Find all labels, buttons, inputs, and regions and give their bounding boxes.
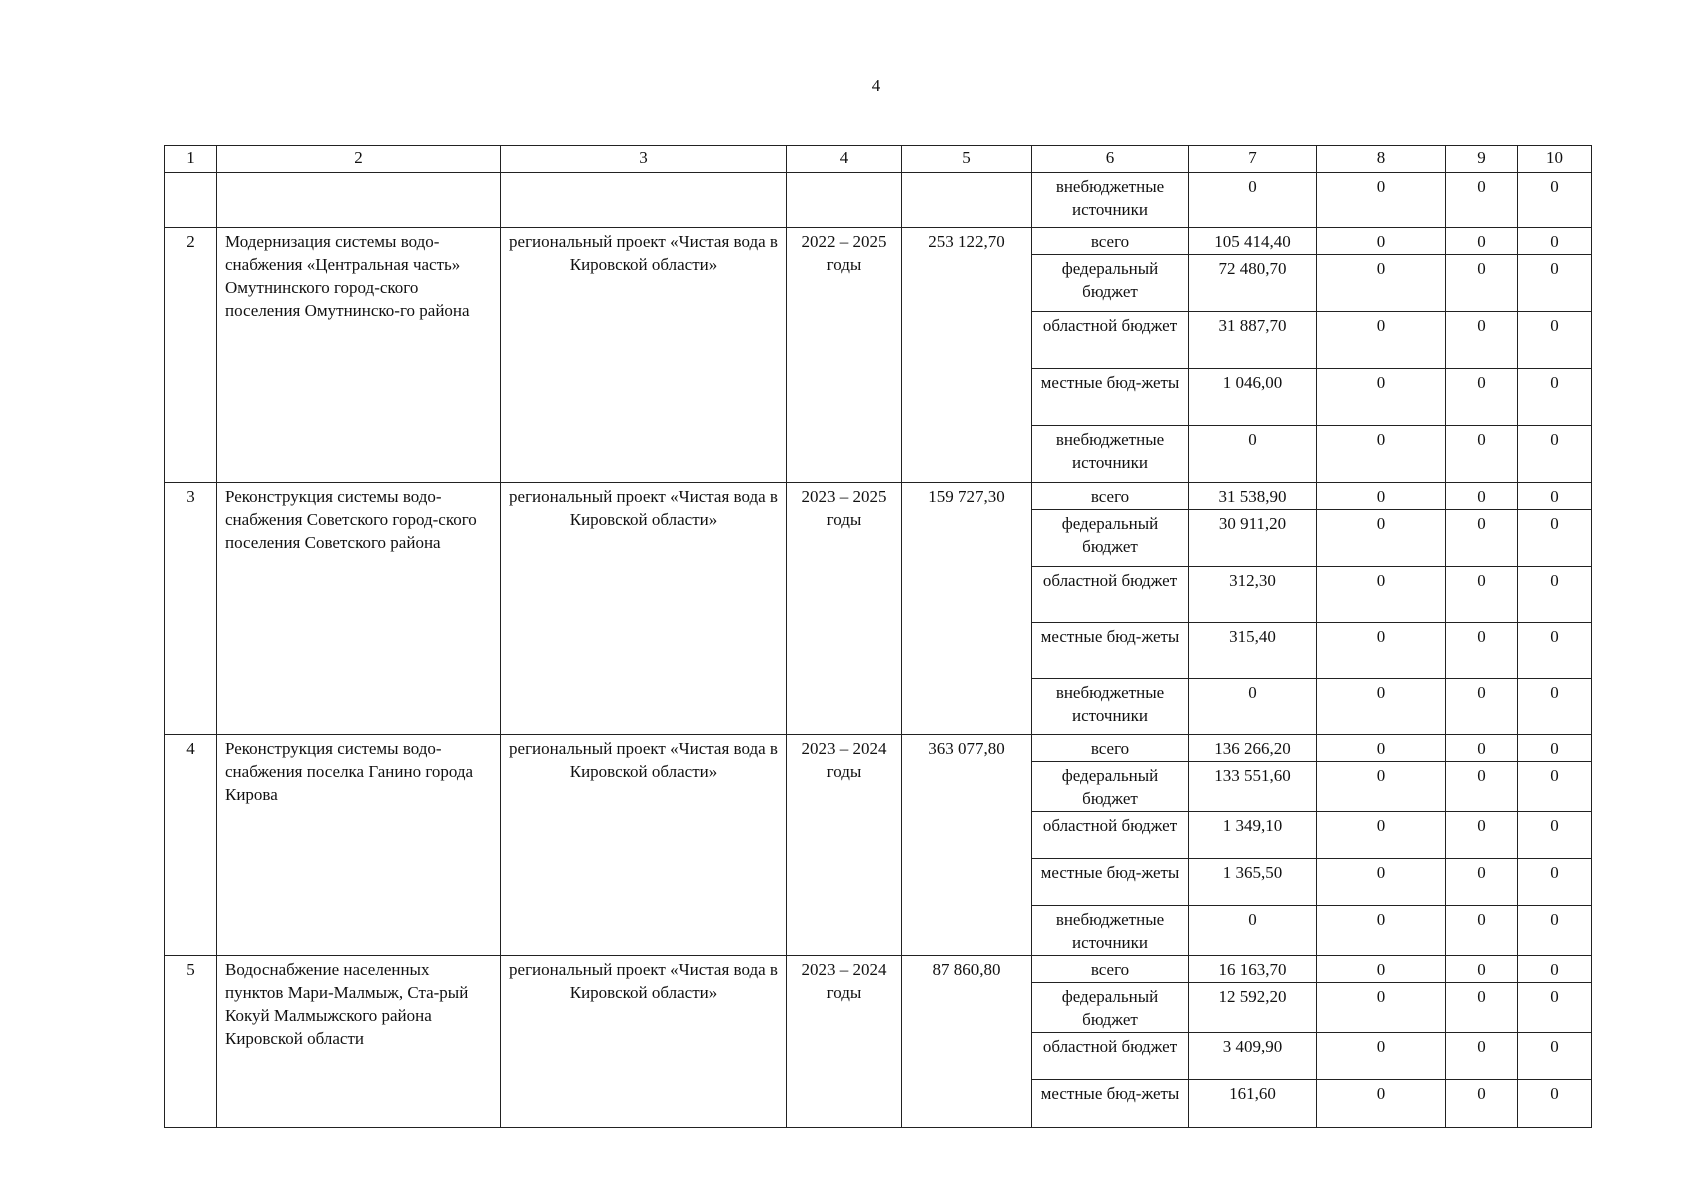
program-name: региональный проект «Чистая вода в Кировской области» — [501, 228, 787, 483]
amount-cell: 31 887,70 — [1189, 312, 1317, 369]
column-header: 8 — [1317, 146, 1446, 173]
implementation-period: 2023 – 2024 годы — [787, 735, 902, 956]
column-header: 5 — [902, 146, 1032, 173]
amount-cell: 105 414,40 — [1189, 228, 1317, 255]
amount-cell: 312,30 — [1189, 567, 1317, 623]
amount-cell: 31 538,90 — [1189, 483, 1317, 510]
amount-cell: 0 — [1518, 679, 1592, 735]
amount-cell: 0 — [1446, 762, 1518, 812]
funding-source: федеральный бюджет — [1032, 983, 1189, 1033]
amount-cell: 315,40 — [1189, 623, 1317, 679]
amount-cell: 0 — [1518, 735, 1592, 762]
amount-cell: 0 — [1518, 956, 1592, 983]
program-name: региональный проект «Чистая вода в Кировской области» — [501, 483, 787, 735]
amount-cell: 12 592,20 — [1189, 983, 1317, 1033]
column-header: 7 — [1189, 146, 1317, 173]
amount-cell: 0 — [1317, 369, 1446, 426]
table-body — [165, 173, 1592, 1128]
total-cost: 159 727,30 — [902, 483, 1032, 735]
funding-source: всего — [1032, 483, 1189, 510]
total-cost: 363 077,80 — [902, 735, 1032, 956]
amount-cell: 1 046,00 — [1189, 369, 1317, 426]
project-name: Реконструкция системы водо-снабжения поселка Ганино города Кирова — [217, 735, 501, 956]
amount-cell: 0 — [1446, 623, 1518, 679]
amount-cell: 0 — [1317, 735, 1446, 762]
amount-cell: 0 — [1446, 567, 1518, 623]
project-name: Модернизация системы водо-снабжения «Центральная часть» Омутнинского город-ского поселения Омутнинско-го района — [217, 228, 501, 483]
funding-source: федеральный бюджет — [1032, 255, 1189, 312]
row-number: 4 — [165, 735, 217, 956]
amount-cell: 0 — [1518, 255, 1592, 312]
row-number: 5 — [165, 956, 217, 1128]
amount-cell: 16 163,70 — [1189, 956, 1317, 983]
amount-cell: 0 — [1189, 679, 1317, 735]
funding-source: внебюджетные источники — [1032, 426, 1189, 483]
program-name: региональный проект «Чистая вода в Кировской области» — [501, 735, 787, 956]
funding-source: местные бюд-жеты — [1032, 1080, 1189, 1128]
amount-cell: 0 — [1446, 1033, 1518, 1080]
program-name: региональный проект «Чистая вода в Кировской области» — [501, 956, 787, 1128]
amount-cell: 0 — [1518, 762, 1592, 812]
amount-cell: 0 — [1446, 255, 1518, 312]
table-row — [165, 483, 1592, 510]
funding-source: внебюджетные источники — [1032, 679, 1189, 735]
amount-cell: 0 — [1317, 483, 1446, 510]
total-cost: 87 860,80 — [902, 956, 1032, 1128]
amount-cell: 136 266,20 — [1189, 735, 1317, 762]
funding-source: всего — [1032, 735, 1189, 762]
amount-cell: 0 — [1518, 623, 1592, 679]
amount-cell: 0 — [1446, 679, 1518, 735]
amount-cell: 0 — [1518, 228, 1592, 255]
amount-cell: 0 — [1189, 906, 1317, 956]
amount-cell: 30 911,20 — [1189, 510, 1317, 567]
amount-cell: 3 409,90 — [1189, 1033, 1317, 1080]
amount-cell: 0 — [1446, 510, 1518, 567]
amount-cell: 0 — [1446, 956, 1518, 983]
amount-cell: 0 — [1446, 983, 1518, 1033]
amount-cell: 0 — [1518, 483, 1592, 510]
column-header: 9 — [1446, 146, 1518, 173]
column-header: 6 — [1032, 146, 1189, 173]
amount-cell: 0 — [1446, 859, 1518, 906]
funding-source: федеральный бюджет — [1032, 510, 1189, 567]
column-header: 10 — [1518, 146, 1592, 173]
column-header: 3 — [501, 146, 787, 173]
amount-cell: 0 — [1317, 510, 1446, 567]
implementation-period: 2023 – 2024 годы — [787, 956, 902, 1128]
column-header: 4 — [787, 146, 902, 173]
implementation-period: 2023 – 2025 годы — [787, 483, 902, 735]
funding-source: областной бюджет — [1032, 312, 1189, 369]
amount-cell: 1 365,50 — [1189, 859, 1317, 906]
amount-cell: 0 — [1518, 426, 1592, 483]
amount-cell: 0 — [1446, 906, 1518, 956]
project-name: Реконструкция системы водо-снабжения Советского город-ского поселения Советского района — [217, 483, 501, 735]
amount-cell: 161,60 — [1189, 1080, 1317, 1128]
amount-cell: 0 — [1446, 735, 1518, 762]
amount-cell: 0 — [1446, 228, 1518, 255]
amount-cell: 0 — [1317, 906, 1446, 956]
amount-cell: 1 349,10 — [1189, 812, 1317, 859]
column-header: 2 — [217, 146, 501, 173]
funding-table — [164, 145, 1592, 1128]
amount-cell: 0 — [1317, 1033, 1446, 1080]
amount-cell: 0 — [1446, 1080, 1518, 1128]
amount-cell: 0 — [1317, 983, 1446, 1033]
table-row — [165, 228, 1592, 255]
amount-cell: 0 — [1518, 1033, 1592, 1080]
table-row — [165, 735, 1592, 762]
column-number-row — [165, 146, 1592, 173]
amount-cell: 0 — [1446, 173, 1518, 228]
amount-cell: 0 — [1446, 426, 1518, 483]
amount-cell: 0 — [1317, 762, 1446, 812]
funding-source: федеральный бюджет — [1032, 762, 1189, 812]
project-name: Водоснабжение населенных пунктов Мари-Малмыж, Ста-рый Кокуй Малмыжского района Кировской области — [217, 956, 501, 1128]
implementation-period: 2022 – 2025 годы — [787, 228, 902, 483]
amount-cell: 0 — [1317, 255, 1446, 312]
column-header: 1 — [165, 146, 217, 173]
amount-cell: 0 — [1317, 956, 1446, 983]
funding-source: областной бюджет — [1032, 567, 1189, 623]
page-number: 4 — [871, 76, 881, 95]
amount-cell: 0 — [1518, 906, 1592, 956]
total-cost: 253 122,70 — [902, 228, 1032, 483]
amount-cell: 0 — [1317, 679, 1446, 735]
table-row — [165, 956, 1592, 983]
amount-cell: 72 480,70 — [1189, 255, 1317, 312]
amount-cell: 0 — [1518, 859, 1592, 906]
funding-source: внебюджетные источники — [1032, 173, 1189, 228]
amount-cell: 0 — [1518, 173, 1592, 228]
amount-cell: 0 — [1317, 1080, 1446, 1128]
funding-source: местные бюд-жеты — [1032, 859, 1189, 906]
amount-cell: 0 — [1317, 567, 1446, 623]
amount-cell: 0 — [1518, 983, 1592, 1033]
funding-source: всего — [1032, 956, 1189, 983]
funding-source: внебюджетные источники — [1032, 906, 1189, 956]
amount-cell: 0 — [1518, 312, 1592, 369]
amount-cell: 0 — [1518, 1080, 1592, 1128]
amount-cell: 0 — [1189, 173, 1317, 228]
amount-cell: 133 551,60 — [1189, 762, 1317, 812]
funding-source: областной бюджет — [1032, 812, 1189, 859]
funding-source: всего — [1032, 228, 1189, 255]
amount-cell: 0 — [1317, 859, 1446, 906]
amount-cell: 0 — [1317, 812, 1446, 859]
amount-cell: 0 — [1518, 510, 1592, 567]
amount-cell: 0 — [1518, 567, 1592, 623]
amount-cell: 0 — [1317, 426, 1446, 483]
amount-cell: 0 — [1446, 369, 1518, 426]
amount-cell: 0 — [1317, 228, 1446, 255]
funding-source: областной бюджет — [1032, 1033, 1189, 1080]
funding-source: местные бюд-жеты — [1032, 369, 1189, 426]
amount-cell: 0 — [1446, 483, 1518, 510]
amount-cell: 0 — [1518, 812, 1592, 859]
amount-cell: 0 — [1317, 623, 1446, 679]
amount-cell: 0 — [1518, 369, 1592, 426]
row-number: 2 — [165, 228, 217, 483]
amount-cell: 0 — [1446, 812, 1518, 859]
row-number: 3 — [165, 483, 217, 735]
amount-cell: 0 — [1446, 312, 1518, 369]
amount-cell: 0 — [1189, 426, 1317, 483]
funding-source: местные бюд-жеты — [1032, 623, 1189, 679]
carryover-row — [165, 173, 1592, 228]
amount-cell: 0 — [1317, 173, 1446, 228]
amount-cell: 0 — [1317, 312, 1446, 369]
